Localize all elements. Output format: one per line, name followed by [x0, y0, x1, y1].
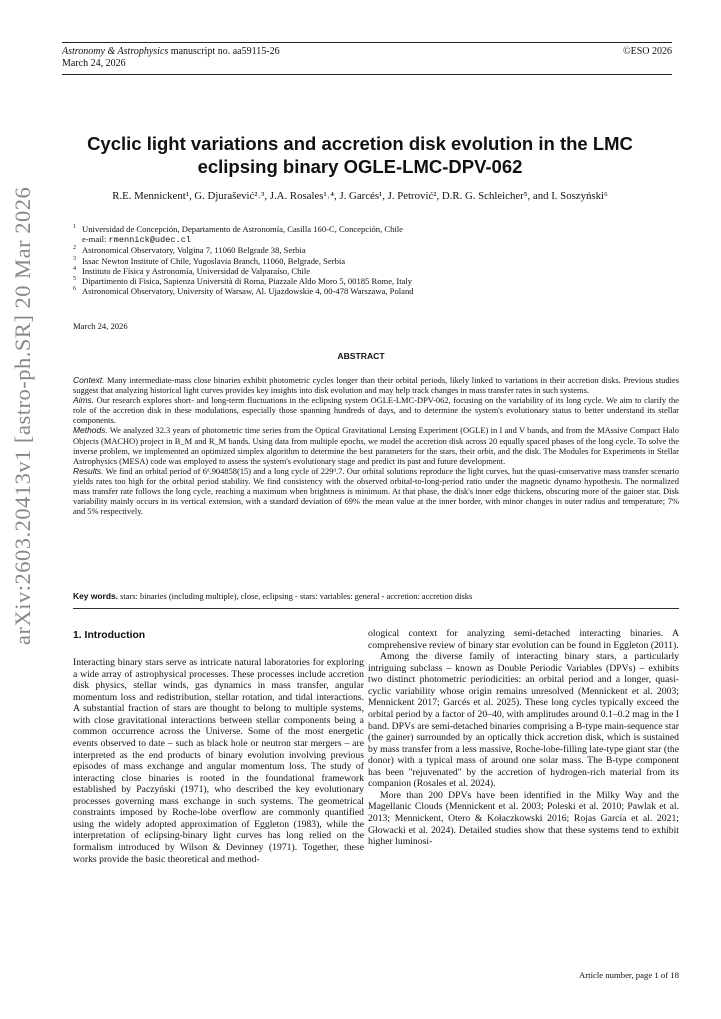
affiliation-3: 3 Issac Newton Institute of Chile, Yugoslavia Branch, 11060, Belgrade, Serbia: [73, 255, 346, 266]
abstract-aims: Aims. Our research explores short- and long-term fluctuations in the eclipsing system OGLE-LMC-DPV-062, focusing on the variability of its long cycle. We aim to clarify the role of the accretion disk in these modulations, especially those spanning hundreds of days, and to determine the system's evolutionary status to better understand its stellar components.: [73, 395, 679, 426]
affiliation-2: 2 Astronomical Observatory, Volgina 7, 11060 Belgrade 38, Serbia: [73, 245, 306, 256]
journal-name: Astronomy & Astrophysics: [62, 46, 169, 57]
intro-paragraph-continued: ological context for analyzing semi-detached interacting binaries. A comprehensive review of binary star evolution can be found in Eggleton (2011).: [368, 628, 679, 651]
affiliation-1: 1 Universidad de Concepción, Departamento de Astronomía, Casilla 160-C, Concepción, Chile: [73, 224, 403, 234]
page-footer: Article number, page 1 of 18: [578, 970, 679, 980]
copyright: ©ESO 2026: [623, 46, 672, 57]
abstract-results: Results. We find an orbital period of 6ᵈ.904858(15) and a long cycle of 229ᵈ.7. Our orbital solutions reproduce the light curves, but the quasi-conservative mass transfer scenario yields rates too high for the orbital period stability. We find consistency with the observed orbital-to-long-period ratio under the magnetic dynamo hypothesis. The normalized mass transfer rate follows the long cycle, reaching a maximum when brightness is minimum. At that phase, the disk's inner edge thickens, obscuring more of the gainer star. Disk variability mainly occurs in its vertical extension, with a standard deviation of 69% the mean value at the inner border, with minor changes in outer radius and temperature; 7% and 5% respectively.: [73, 465, 679, 517]
email-line: e-mail: rmennick@udec.cl: [82, 234, 192, 246]
arxiv-stamp: arXiv:2603.20413v1 [astro-ph.SR] 20 Mar 2026: [10, 186, 35, 645]
abstract-heading: ABSTRACT: [337, 351, 385, 361]
text-column-left: [73, 657, 364, 865]
author-list: R.E. Mennickent¹, G. Djurašević²˒³, J.A. Rosales¹˒⁴, J. Garcés¹, J. Petrović², D.R. G. Schleicher⁵, and I. Soszyński⁶: [112, 190, 608, 202]
affiliation-5: 5 Dipartimento di Fisica, Sapienza Università di Roma, Piazzale Aldo Moro 5, 00185 Rome, Italy: [73, 276, 413, 287]
affiliation-6: 6 Astronomical Observatory, University of Warsaw, Al. Ujazdowskie 4, 00-478 Warszawa, Poland: [73, 286, 414, 297]
received-date: March 24, 2026: [73, 321, 128, 331]
affiliation-4: 4 Instituto de Física y Astronomía, Universidad de Valparaíso, Chile: [73, 265, 311, 276]
paper-title: [40, 132, 680, 178]
header-rule-bottom: [62, 74, 672, 75]
email-link[interactable]: rmennick@udec.cl: [108, 235, 192, 246]
keywords: Key words. stars: binaries (including multiple), close, eclipsing - stars: variables: general - accretion: accretion disks: [73, 591, 473, 601]
text-column-right: [368, 628, 679, 848]
intro-paragraph-1: Interacting binary stars serve as intricate natural laboratories for exploring a wide array of astrophysical processes. These processes include accretion disk physics, stellar winds, gas dynamics in mass transfer, angular momentum loss and redistribution, stellar rotation, and tidal interactions. A substantial fraction of stars are thought to belong to multiple systems, with close gravitational interactions between stellar components being a common occurrence across the Universe. Some of the most energetic events observed to date – such as black hole or neutron star mergers – are interpreted as the end products of binary evolution involving previous episodes of mass exchange and angular momentum loss. The study of interacting close binaries is rooted in the foundational framework established by Paczyński (1971), who described the key evolutionary processes governing mass exchange in such systems. The geometrical constraints imposed by Roche-lobe overflow are commonly quantified using the widely adopted approximation of Eggleton (1983), while the interpretation of eclipsing-binary light curves has long relied on the formalism introduced by Wilson & Devinney (1971). Together, these works provide the basic theoretical and method-: [73, 657, 364, 865]
abstract-context: Context. Many intermediate-mass close binaries exhibit photometric cycles longer than their orbital periods, likely linked to variations in their accretion disks. Previous studies suggest that analyzing historical light curves provides key insights into disk evolution and may help track changes in mass transfer rates in such systems.: [73, 375, 679, 396]
affiliations: [73, 224, 633, 296]
intro-paragraph-2: Among the diverse family of interacting binary stars, a particularly intriguing subclass – known as Double Periodic Variables (DPVs) – exhibits two distinct photometric periodicities: an orbital period and a longer, quasi-cyclic variability whose origin remains unresolved (Mennickent et al. 2003; Mennickent 2017; Garcés et al. 2025). These long cycles typically exceed the orbital period by a factor of 20–40, with amplitudes around 0.1–0.2 mag in the I band. DPVs are semi-detached binaries comprising a B-type main-sequence star (the gainer) surrounded by an optically thick accretion disk, which is sustained by mass transfer from a less massive, Roche-lobe-filling late-type giant star (the donor) with a typical mass of around one solar mass. The B-type component has been "rejuvenated" by the accretion of hydrogen-rich material from its companion (Rosales et al. 2024).: [368, 651, 679, 790]
header-rule-top: [62, 42, 672, 43]
manuscript-number: manuscript no. aa59115-26: [168, 46, 280, 57]
abstract: [73, 375, 679, 516]
title-line-2: eclipsing binary OGLE-LMC-DPV-062: [197, 156, 523, 177]
section-heading: 1. Introduction: [73, 630, 146, 641]
intro-paragraph-3: More than 200 DPVs have been identified in the Milky Way and the Magellanic Clouds (Mennickent et al. 2003; Poleski et al. 2010; Pawlak et al. 2013; Mennickent, Otero & Kołaczkowski 2016; Rojas García et al. 2021; Głowacki et al. 2024). Detailed studies show that these systems tend to exhibit higher luminosi-: [368, 789, 679, 848]
header-date: March 24, 2026: [62, 58, 126, 69]
keywords-rule: [73, 608, 679, 609]
running-header: [62, 46, 672, 70]
title-line-1: Cyclic light variations and accretion disk evolution in the LMC: [87, 133, 633, 154]
abstract-methods: Methods. We analyzed 32.3 years of photometric time series from the Optical Gravitational Lensing Experiment (OGLE) in I and V bands, and from the MAssive Compact Halo Objects (MACHO) project in B_M and R_M bands. Using data from multiple epochs, we model the accretion disk across 20 equally spaced phases of the long cycle. To solve the inverse problem, we implemented an optimized simplex algorithm to determine the best parameters for the stars, their orbit, and the disk. The Modules for Experiments in Stellar Astrophysics (MESA) code was employed to assess the system's evolutionary stage and predict its past and future development.: [73, 425, 679, 466]
